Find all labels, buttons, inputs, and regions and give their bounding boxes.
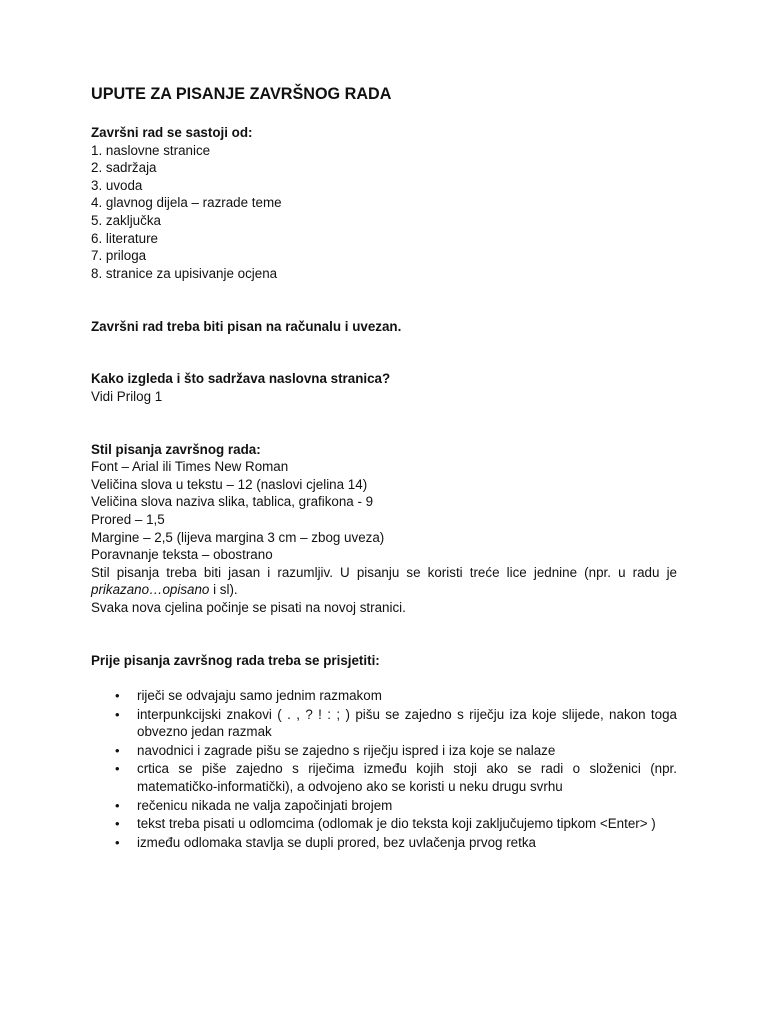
style-heading: Stil pisanja završnog rada: — [91, 441, 261, 457]
list-item — [91, 760, 677, 795]
structure-heading: Završni rad se sastoji od: — [91, 125, 253, 140]
bullet-icon: • — [115, 742, 120, 758]
list-item-text: crtica se piše zajedno s riječima između kojih stoji ako se radi o složenici (npr. matematičko-informatički), a odvojeno ako se koristi u neku drugu svrhu — [137, 761, 677, 794]
list-item — [91, 742, 677, 760]
list-item-text: interpunkcijski znakovi ( . , ? ! : ; ) pišu se zajedno s riječju iza koje slijede, nakon toga obvezno jedan razmak — [137, 706, 677, 740]
structure-item: 5. zaključka — [91, 212, 161, 228]
style-line: Prored – 1,5 — [91, 512, 165, 528]
list-item-text: tekst treba pisati u odlomcima (odlomak je dio teksta koji zaključujemo tipkom <Enter> ) — [137, 816, 656, 832]
remember-heading: Prije pisanja završnog rada treba se prisjetiti: — [91, 652, 380, 668]
list-item-text: rečenicu nikada ne valja započinjati brojem — [137, 797, 393, 813]
style-paragraph — [91, 564, 677, 599]
style-paragraph-end: i sl). — [209, 582, 238, 598]
list-item — [91, 797, 677, 815]
style-paragraph-text: Stil pisanja treba biti jasan i razumljiv. U pisanju se koristi treće lice jednine (npr. u radu je — [91, 564, 677, 580]
spacer — [91, 335, 677, 370]
bullet-icon: • — [115, 834, 120, 850]
list-item-text: navodnici i zagrade pišu se zajedno s riječju ispred i iza koje se nalaze — [137, 742, 556, 758]
structure-item: 8. stranice za upisivanje ocjena — [91, 265, 278, 281]
list-item-text: riječi se odvajaju samo jednim razmakom — [137, 688, 382, 703]
list-item — [91, 706, 677, 741]
bullet-icon: • — [115, 706, 120, 722]
list-item — [91, 834, 677, 852]
style-line: Veličina slova u tekstu – 12 (naslovi cjelina 14) — [91, 476, 368, 492]
list-item-text: između odlomaka stavlja se dupli prored, bez uvlačenja prvog retka — [137, 834, 536, 850]
list-item — [91, 815, 677, 833]
remember-list — [91, 687, 677, 851]
style-line: Poravnanje teksta – obostrano — [91, 547, 273, 563]
structure-item: 6. literature — [91, 230, 158, 246]
document-title: UPUTE ZA PISANJE ZAVRŠNOG RADA — [91, 85, 392, 103]
cover-heading: Kako izgleda i što sadržava naslovna stranica? — [91, 371, 391, 387]
list-item — [91, 687, 677, 705]
style-line: Margine – 2,5 (lijeva margina 3 cm – zbog uveza) — [91, 529, 385, 545]
style-line: Veličina slova naziva slika, tablica, grafikona - 9 — [91, 494, 374, 510]
cover-text: Vidi Prilog 1 — [91, 388, 163, 404]
structure-list — [91, 142, 677, 283]
style-line: Font – Arial ili Times New Roman — [91, 459, 289, 475]
spacer — [91, 617, 677, 652]
bullet-icon: • — [115, 816, 120, 832]
structure-item: 3. uvoda — [91, 177, 143, 193]
structure-item: 1. naslovne stranice — [91, 142, 211, 158]
spacer — [91, 669, 677, 687]
bullet-icon: • — [115, 688, 120, 703]
spacer — [91, 406, 677, 441]
style-paragraph-italic: prikazano…opisano — [91, 582, 210, 598]
structure-item: 2. sadržaja — [91, 160, 157, 176]
bullet-icon: • — [115, 761, 120, 777]
bullet-icon: • — [115, 797, 120, 813]
structure-item: 4. glavnog dijela – razrade teme — [91, 195, 282, 211]
spacer — [91, 282, 677, 317]
style-last-line: Svaka nova cjelina počinje se pisati na novoj stranici. — [91, 600, 406, 616]
computer-note: Završni rad treba biti pisan na računalu i uvezan. — [91, 318, 402, 334]
structure-item: 7. priloga — [91, 248, 147, 264]
document-page — [91, 84, 677, 852]
